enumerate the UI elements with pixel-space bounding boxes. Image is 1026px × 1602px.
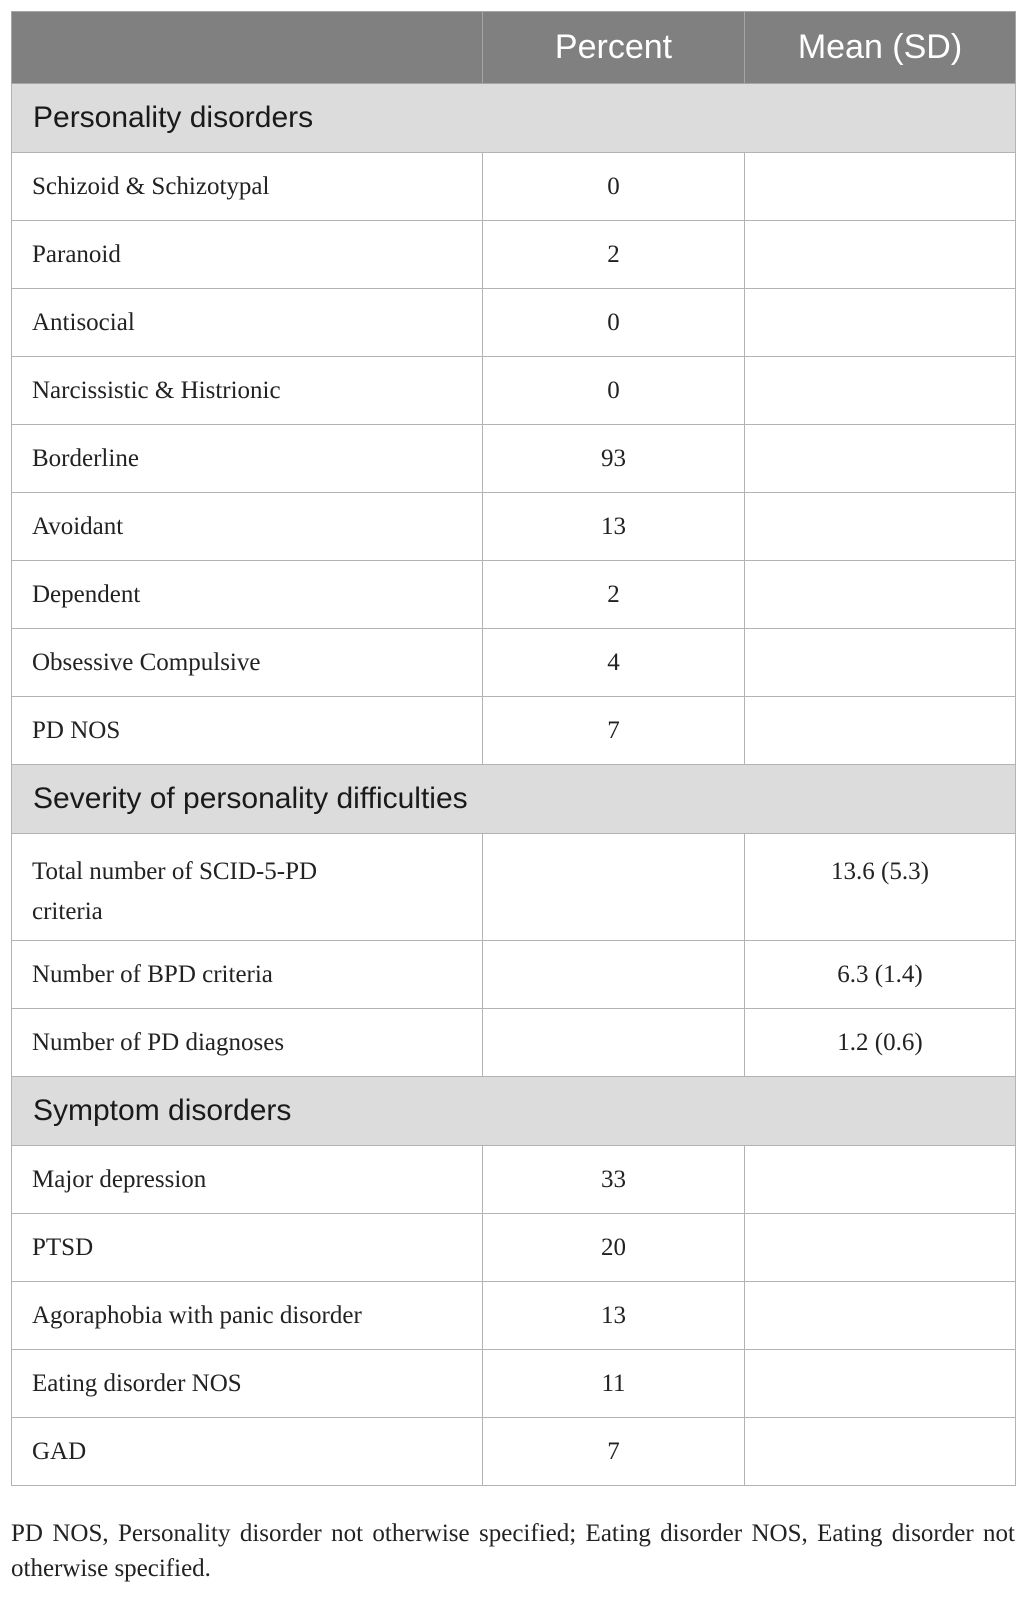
row-label: Total number of SCID-5-PD criteria (12, 834, 483, 941)
row-label: Antisocial (12, 289, 483, 357)
row-mean (745, 221, 1016, 289)
table-row (12, 1418, 1016, 1486)
row-mean (745, 493, 1016, 561)
row-label: Avoidant (12, 493, 483, 561)
table-row (12, 493, 1016, 561)
table-row (12, 697, 1016, 765)
section-title-personality-disorders: Personality disorders (12, 84, 1016, 153)
row-percent (483, 834, 745, 941)
table-row (12, 1214, 1016, 1282)
row-mean (745, 153, 1016, 221)
section-title-symptom-disorders: Symptom disorders (12, 1077, 1016, 1146)
row-label: PTSD (12, 1214, 483, 1282)
row-label: Number of BPD criteria (12, 941, 483, 1009)
section-title-severity: Severity of personality difficulties (12, 765, 1016, 834)
row-mean (745, 1214, 1016, 1282)
table-footnote: PD NOS, Personality disorder not otherwise specified; Eating disorder NOS, Eating disorder not otherwise specified. (11, 1520, 1015, 1582)
row-mean: 1.2 (0.6) (745, 1009, 1016, 1077)
row-percent: 11 (483, 1350, 745, 1418)
row-percent: 2 (483, 221, 745, 289)
row-mean (745, 561, 1016, 629)
row-label: Agoraphobia with panic disorder (12, 1282, 483, 1350)
row-label: Dependent (12, 561, 483, 629)
section-header-row (12, 765, 1016, 834)
diagnoses-table (11, 11, 1016, 1486)
row-mean (745, 629, 1016, 697)
row-percent: 0 (483, 357, 745, 425)
row-label: Narcissistic & Histrionic (12, 357, 483, 425)
row-percent (483, 941, 745, 1009)
row-mean (745, 1282, 1016, 1350)
row-percent (483, 1009, 745, 1077)
row-mean (745, 1350, 1016, 1418)
row-mean (745, 425, 1016, 493)
table-row (12, 425, 1016, 493)
header-percent: Percent (483, 12, 745, 84)
row-percent: 7 (483, 697, 745, 765)
row-mean (745, 289, 1016, 357)
row-percent: 0 (483, 153, 745, 221)
row-label: GAD (12, 1418, 483, 1486)
row-mean (745, 357, 1016, 425)
row-label: Number of PD diagnoses (12, 1009, 483, 1077)
table-row (12, 834, 1016, 941)
table-row (12, 1009, 1016, 1077)
row-percent: 33 (483, 1146, 745, 1214)
row-percent: 13 (483, 493, 745, 561)
table-row (12, 629, 1016, 697)
row-label: PD NOS (12, 697, 483, 765)
row-mean (745, 1418, 1016, 1486)
row-label: Schizoid & Schizotypal (12, 153, 483, 221)
row-percent: 0 (483, 289, 745, 357)
table-row (12, 941, 1016, 1009)
row-mean (745, 697, 1016, 765)
section-header-row (12, 84, 1016, 153)
row-percent: 7 (483, 1418, 745, 1486)
table-row (12, 561, 1016, 629)
row-label: Eating disorder NOS (12, 1350, 483, 1418)
row-percent: 20 (483, 1214, 745, 1282)
table-row (12, 1146, 1016, 1214)
row-percent: 13 (483, 1282, 745, 1350)
row-mean: 13.6 (5.3) (745, 834, 1016, 941)
row-label: Major depression (12, 1146, 483, 1214)
row-percent: 4 (483, 629, 745, 697)
row-mean: 6.3 (1.4) (745, 941, 1016, 1009)
row-label: Obsessive Compulsive (12, 629, 483, 697)
table-row (12, 221, 1016, 289)
table-row (12, 1282, 1016, 1350)
table-row (12, 153, 1016, 221)
header-blank-cell (12, 12, 483, 84)
row-percent: 93 (483, 425, 745, 493)
row-percent: 2 (483, 561, 745, 629)
section-header-row (12, 1077, 1016, 1146)
row-label: Borderline (12, 425, 483, 493)
table-row (12, 1350, 1016, 1418)
row-label: Paranoid (12, 221, 483, 289)
table-row (12, 357, 1016, 425)
row-mean (745, 1146, 1016, 1214)
table-header-row (12, 12, 1016, 84)
table-row (12, 289, 1016, 357)
header-mean-sd: Mean (SD) (745, 12, 1016, 84)
